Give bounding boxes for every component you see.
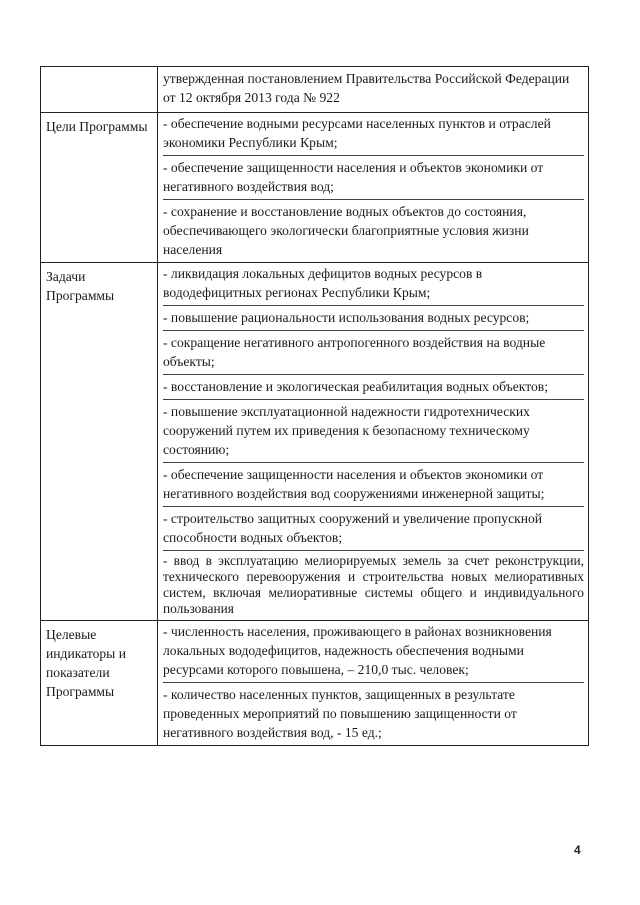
list-item: - обеспечение защищенности населения и объектов экономики от негативного воздействия вод сооружениями инженерной защиты; bbox=[163, 462, 584, 506]
list-item: - ввод в эксплуатацию мелиорируемых земель за счет реконструкции, технического перевооружения и строительства новых мелиоративных систем, включая мелиоративные системы общего и индивидуального пользования bbox=[163, 550, 584, 620]
list-item: - численность населения, проживающего в районах возникновения локальных вододефицитов, надежность обеспечения водными ресурсами которого повышена, – 210,0 тыс. человек; bbox=[163, 624, 552, 677]
row-content bbox=[158, 621, 589, 746]
list-item: - количество населенных пунктов, защищенных в результате проведенных мероприятий по повышению защищенности от негативного воздействия вод, - 15 ед.; bbox=[163, 682, 584, 745]
list-item: - строительство защитных сооружений и увеличение пропускной способности водных объектов; bbox=[163, 506, 584, 550]
row-content bbox=[158, 113, 589, 263]
empty-label-cell bbox=[41, 67, 158, 113]
row-label: Целевые индикаторы и показатели Программы bbox=[41, 621, 158, 746]
list-item: - обеспечение водными ресурсами населенных пунктов и отраслей экономики Республики Крым; bbox=[163, 116, 551, 150]
list-item: - повышение эксплуатационной надежности гидротехнических сооружений путем их приведения к безопасному техническому состоянию; bbox=[163, 399, 584, 462]
table-row-tasks bbox=[41, 263, 589, 621]
row-label: Задачи Программы bbox=[41, 263, 158, 621]
intro-text: утвержденная постановлением Правительства Российской Федерации от 12 октября 2013 года № 922 bbox=[158, 67, 589, 113]
row-label: Цели Программы bbox=[41, 113, 158, 263]
program-passport-table bbox=[40, 66, 589, 746]
list-item: - сокращение негативного антропогенного воздействия на водные объекты; bbox=[163, 330, 584, 374]
table-row bbox=[41, 67, 589, 113]
list-item: - восстановление и экологическая реабилитация водных объектов; bbox=[163, 374, 584, 399]
list-item: - сохранение и восстановление водных объектов до состояния, обеспечивающего экологически благоприятные условия жизни населения bbox=[163, 199, 584, 262]
table-row-indicators bbox=[41, 621, 589, 746]
row-content bbox=[158, 263, 589, 621]
page-number: 4 bbox=[574, 843, 581, 857]
list-item: - ликвидация локальных дефицитов водных ресурсов в вододефицитных регионах Республики Крым; bbox=[163, 266, 483, 300]
table-row-goals bbox=[41, 113, 589, 263]
list-item: - обеспечение защищенности населения и объектов экономики от негативного воздействия вод; bbox=[163, 155, 584, 199]
list-item: - повышение рациональности использования водных ресурсов; bbox=[163, 305, 584, 330]
